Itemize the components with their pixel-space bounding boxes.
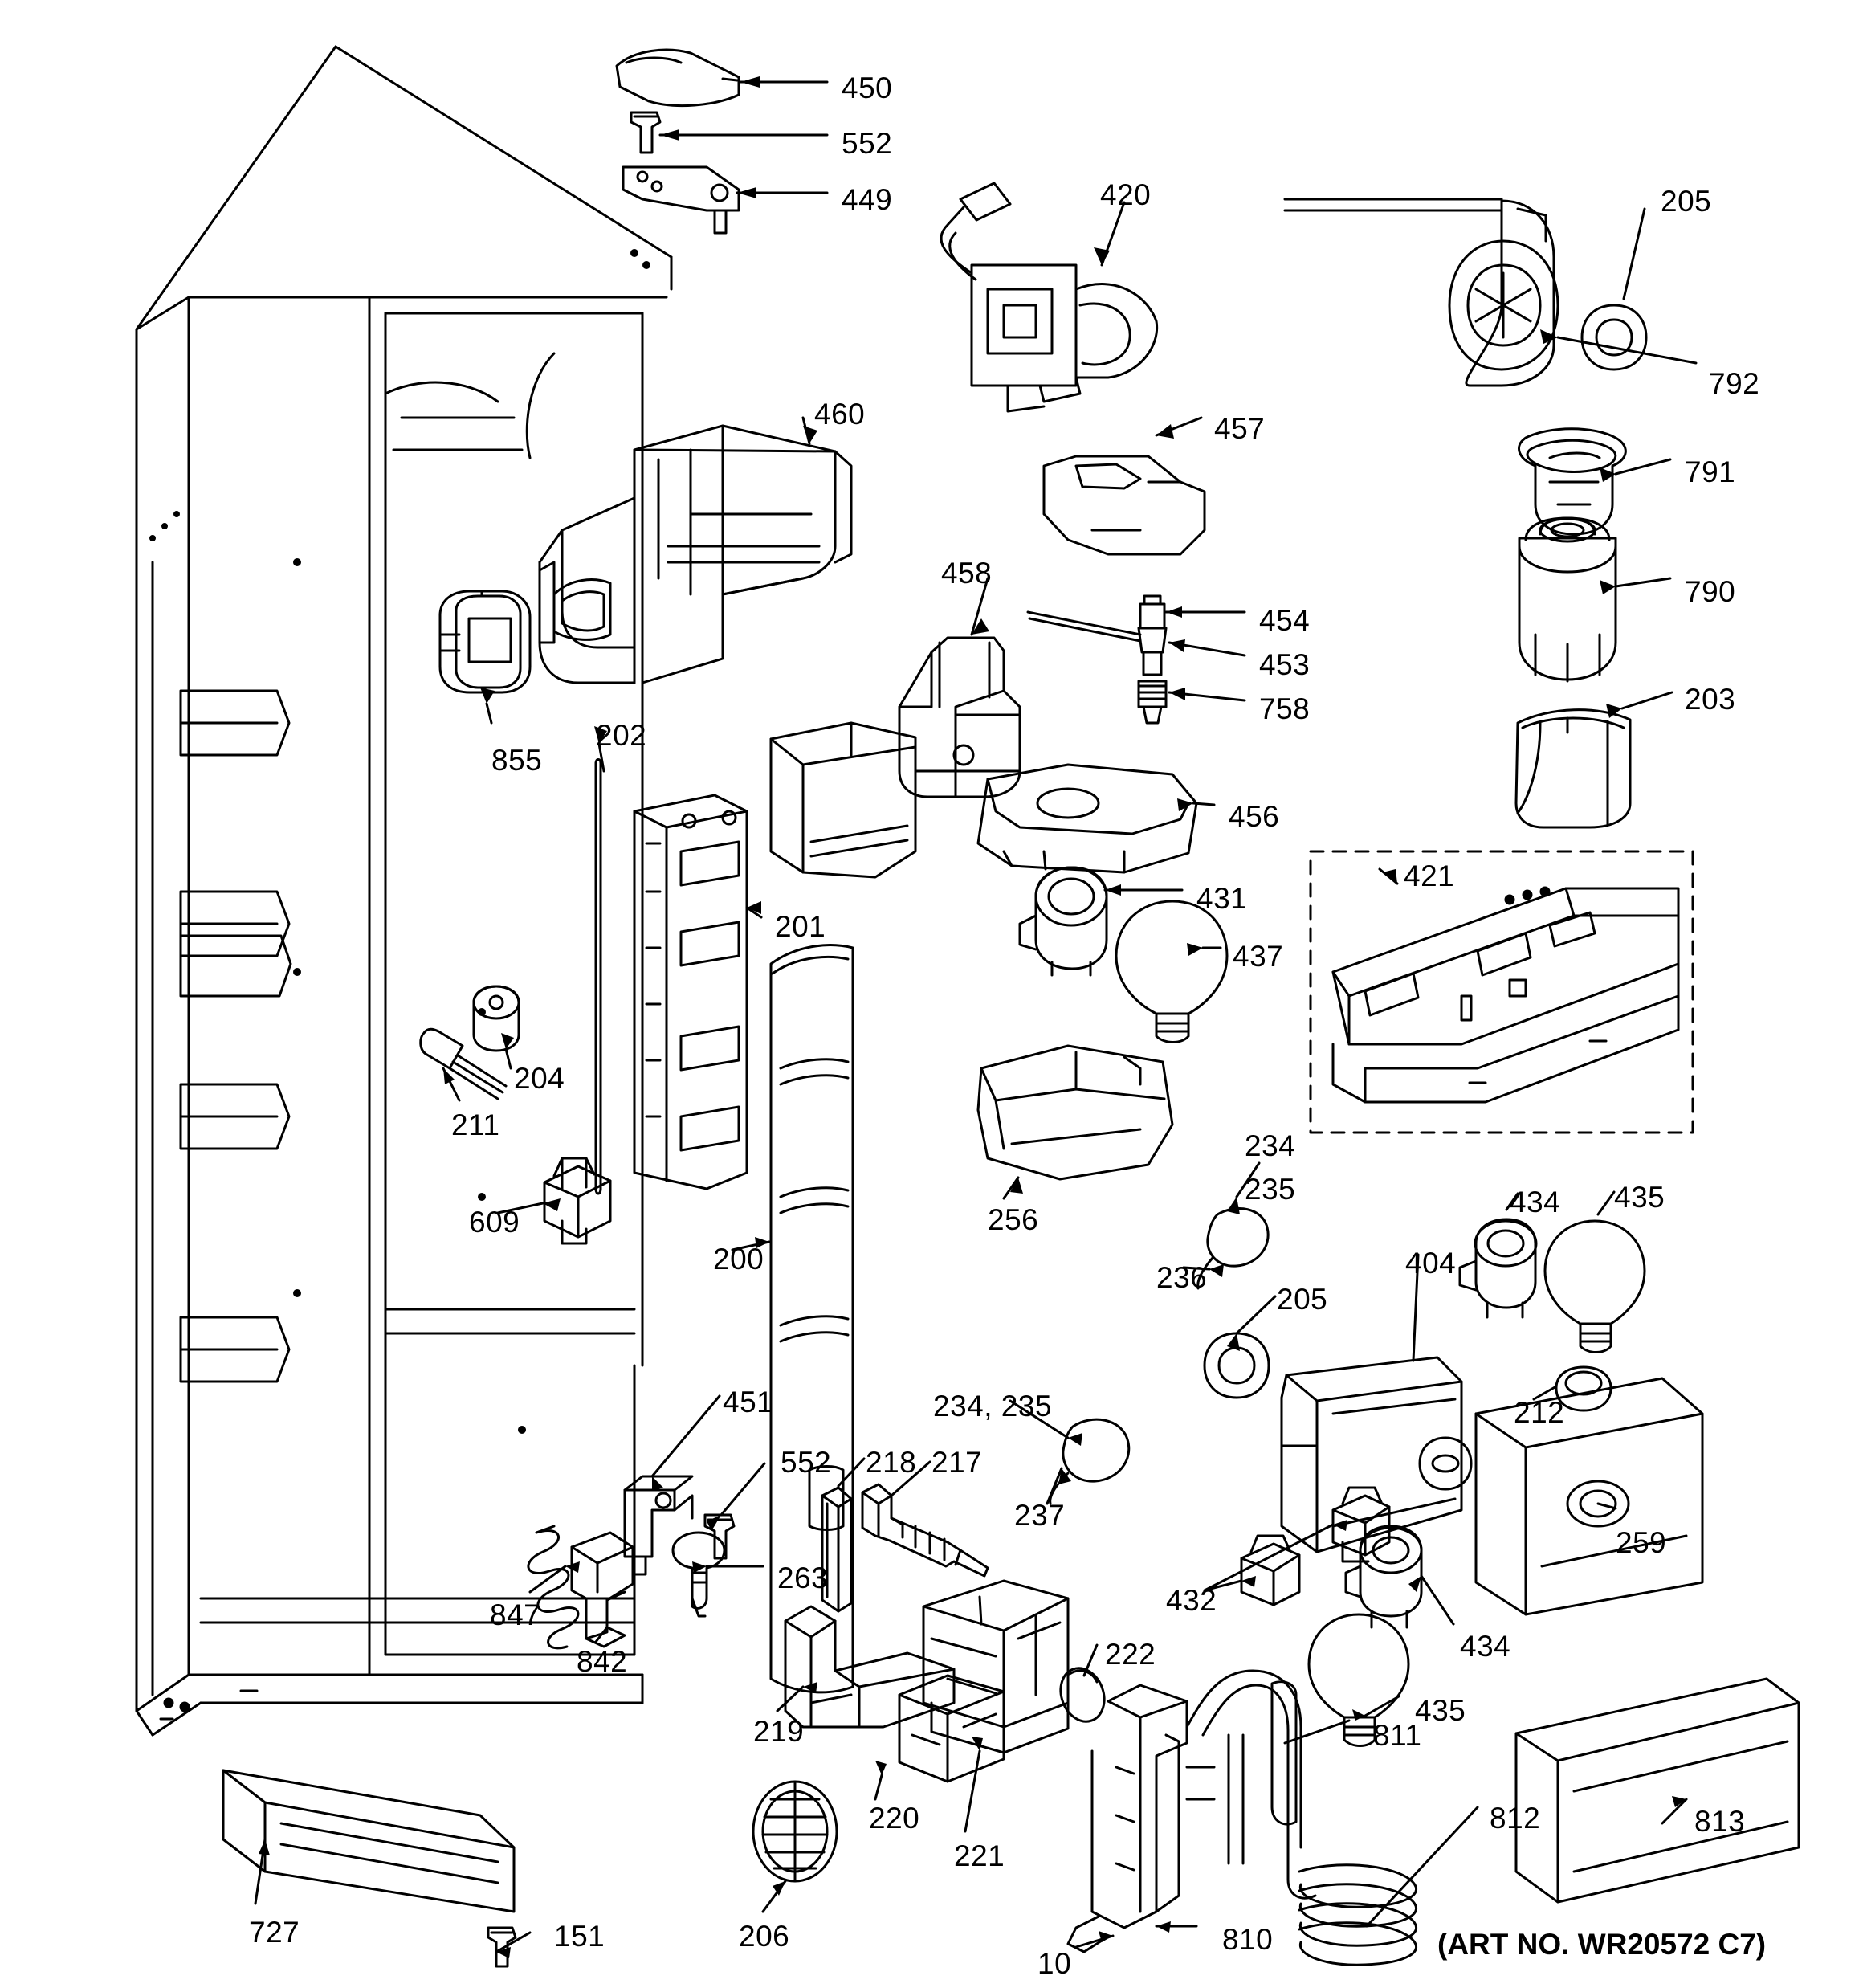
callout-263: 263	[777, 1561, 829, 1594]
part-449	[623, 167, 739, 233]
part-431	[1020, 867, 1107, 975]
part-211	[421, 1029, 506, 1099]
part-234-235	[1050, 1419, 1129, 1504]
part-217	[862, 1484, 988, 1576]
part-202-rod	[596, 760, 601, 1194]
part-256	[978, 1046, 1172, 1179]
part-790	[1519, 518, 1616, 681]
part-205-mid	[1420, 1438, 1471, 1489]
callout-812: 812	[1490, 1802, 1541, 1835]
callout-205: 205	[1277, 1283, 1328, 1316]
callout-450: 450	[842, 71, 893, 104]
part-222	[1054, 1662, 1111, 1728]
callout-434: 434	[1510, 1186, 1561, 1219]
callout-432: 432	[1166, 1584, 1217, 1617]
callout-259: 259	[1616, 1526, 1667, 1559]
callout-449: 449	[842, 183, 893, 216]
part-454-453-758	[1028, 596, 1166, 723]
leader-lines	[255, 82, 1696, 1952]
part-421-box	[1311, 851, 1693, 1133]
part-420	[941, 183, 1157, 411]
callout-218: 218	[866, 1446, 917, 1479]
part-263	[673, 1533, 724, 1616]
callout-791: 791	[1685, 455, 1736, 488]
callout-421: 421	[1404, 859, 1455, 892]
callout-205: 205	[1661, 185, 1712, 218]
callout-234: 234	[1245, 1129, 1296, 1162]
callout-221: 221	[954, 1839, 1005, 1872]
callout-457: 457	[1214, 412, 1266, 445]
part-434-upper	[1460, 1219, 1536, 1317]
part-203	[1516, 710, 1630, 827]
part-437	[1116, 901, 1227, 1043]
callout-200: 200	[713, 1243, 764, 1276]
callout-220: 220	[869, 1802, 920, 1835]
callout-842: 842	[577, 1645, 628, 1678]
callout-235: 235	[1245, 1173, 1296, 1206]
callout-609: 609	[469, 1206, 520, 1239]
part-duct-left	[771, 723, 915, 877]
callout-453: 453	[1259, 648, 1311, 681]
callout-811: 811	[1373, 1719, 1422, 1752]
part-435-upper	[1545, 1221, 1645, 1353]
part-456	[978, 765, 1196, 872]
part-855	[440, 591, 530, 692]
callout-219: 219	[753, 1715, 805, 1748]
part-450	[617, 50, 739, 105]
callout-435: 435	[1415, 1694, 1466, 1727]
callout-206: 206	[739, 1920, 790, 1953]
part-219	[785, 1606, 954, 1727]
callout-234-235: 234, 235	[933, 1390, 1053, 1423]
part-432	[1241, 1488, 1389, 1605]
part-727	[223, 1770, 514, 1912]
callout-456: 456	[1229, 800, 1280, 833]
part-460	[540, 426, 851, 683]
callout-10: 10	[1037, 1947, 1072, 1980]
part-204	[474, 986, 519, 1051]
part-813	[1516, 1679, 1799, 1902]
callout-211: 211	[451, 1108, 500, 1141]
callout-151: 151	[554, 1920, 605, 1953]
callout-434: 434	[1460, 1630, 1511, 1663]
callout-212: 212	[1514, 1396, 1565, 1429]
part-404	[1282, 1357, 1461, 1552]
callout-204: 204	[514, 1062, 565, 1095]
part-810-811-812	[1068, 1671, 1417, 1965]
callout-458: 458	[941, 557, 993, 590]
part-206	[753, 1782, 837, 1881]
callout-792: 792	[1709, 367, 1760, 400]
part-151	[488, 1928, 516, 1966]
callout-454: 454	[1259, 604, 1311, 637]
callout-237: 237	[1014, 1499, 1066, 1532]
callout-758: 758	[1259, 692, 1311, 725]
callout-552: 552	[842, 127, 893, 160]
callout-847: 847	[490, 1598, 541, 1631]
callout-813: 813	[1694, 1805, 1746, 1838]
callout-222: 222	[1105, 1638, 1156, 1671]
callout-431: 431	[1196, 882, 1248, 915]
part-236	[1198, 1209, 1268, 1288]
part-259	[1476, 1378, 1702, 1614]
callout-790: 790	[1685, 575, 1736, 608]
callout-435: 435	[1614, 1181, 1665, 1214]
part-421	[1333, 888, 1678, 1102]
callout-460: 460	[814, 398, 866, 431]
callout-420: 420	[1100, 178, 1152, 211]
part-201	[634, 795, 747, 1189]
callout-437: 437	[1233, 940, 1284, 973]
callout-201: 201	[775, 910, 826, 943]
callout-256: 256	[988, 1203, 1039, 1236]
callout-810: 810	[1222, 1923, 1274, 1956]
callout-855: 855	[491, 744, 543, 777]
part-792	[1285, 199, 1558, 386]
callout-236: 236	[1156, 1261, 1208, 1294]
cabinet-outline	[137, 47, 671, 1735]
callout-203: 203	[1685, 683, 1736, 716]
part-458	[899, 638, 1020, 797]
callout-552: 552	[781, 1446, 832, 1479]
part-205-top	[1582, 305, 1646, 369]
part-457	[1044, 456, 1205, 554]
art-number: (ART NO. WR20572 C7)	[1437, 1928, 1767, 1961]
callout-404: 404	[1405, 1247, 1457, 1280]
part-552-top	[631, 112, 660, 153]
callout-217: 217	[932, 1446, 983, 1479]
callout-727: 727	[249, 1916, 300, 1949]
callout-451: 451	[723, 1386, 774, 1419]
callout-202: 202	[596, 719, 647, 752]
